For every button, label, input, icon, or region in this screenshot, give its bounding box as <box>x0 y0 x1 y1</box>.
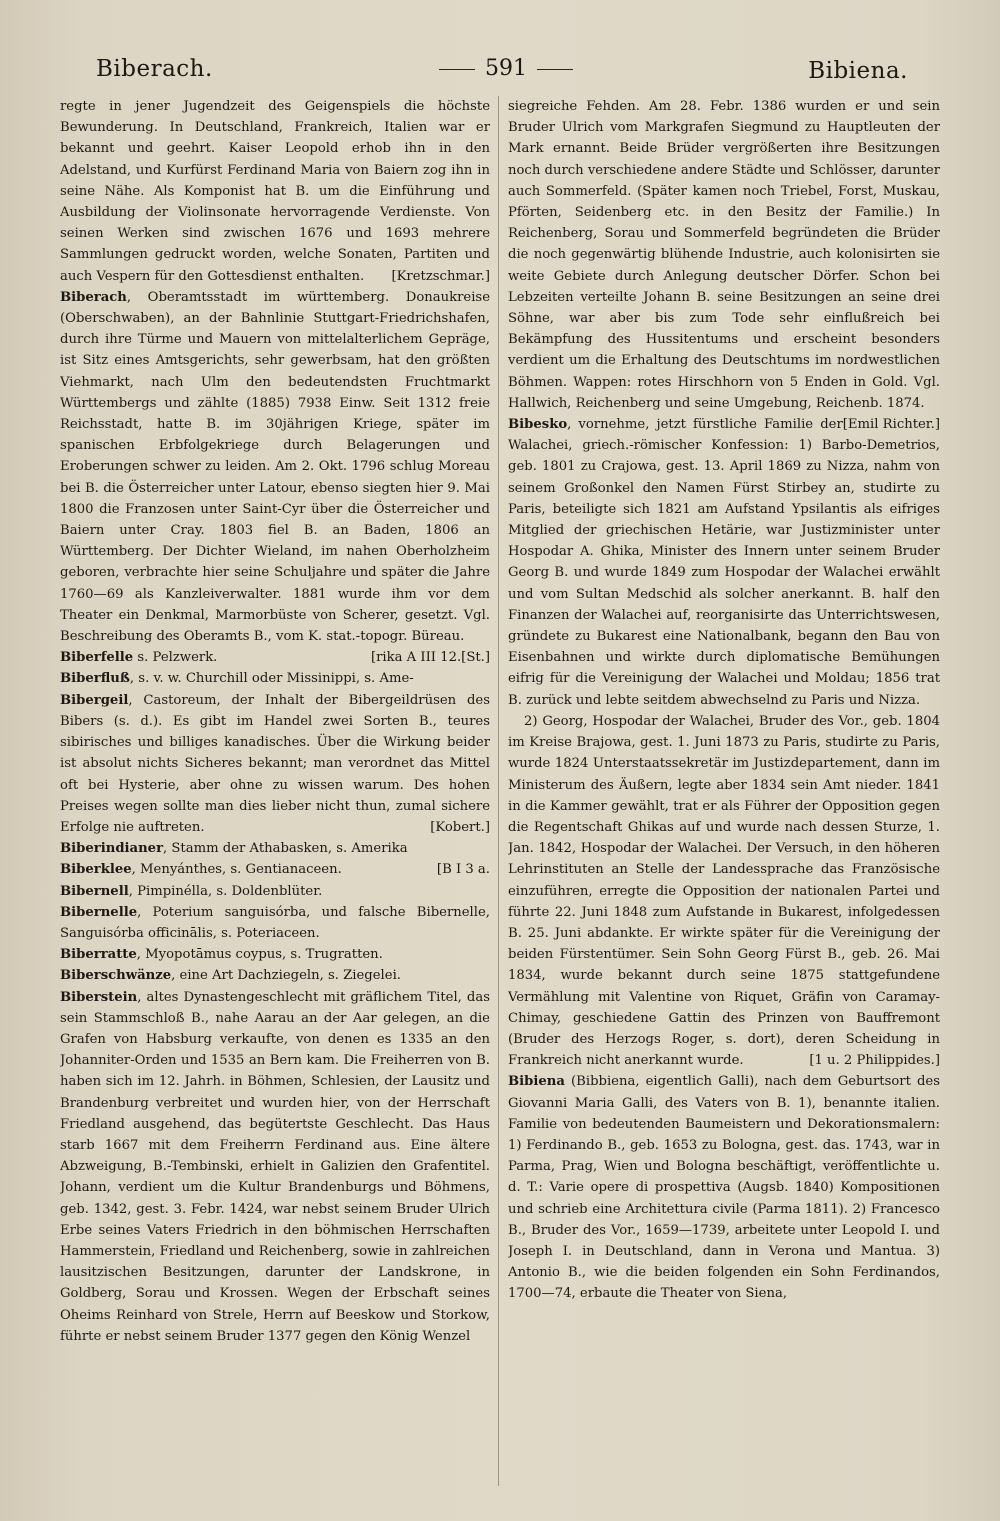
entry-text: 2) Georg, Hospodar der Walachei, Bruder des Vor., geb. 1804 im Kreise Brajowa, gest. 1. Juni 1873 zu Paris, studirte zu Paris, wurde 1824 Unterstaatssekretär im Justizdepartement, dann im Ministerum des Äußern, legte aber 1834 sein Amt nieder. 1841 in die Kammer gewählt, trat er als Führer der Opposition gegen die Regentschaft Ghikas auf und wurde nach dessen Sturze, 1. Jan. 1842, Hospodar der Walachei. Der Versuch, in den höheren Lehrinstituten an Stelle der Landessprache das Französische einzuführen, erregte die Opposition der nationalen Partei und führte 22. Juni 1848 zum Aufstande in Bukarest, infolgedessen B. 25. Juni abdankte. Er wirkte später für die Vereinigung der beiden Fürstentümer. Sein Sohn Georg Fürst B., geb. 26. Mai 1834, wurde bekannt durch seine 1875 stattgefundene Vermählung mit Valentine von Riquet, Gräfin von Caramay-Chimay, geschiedene Gattin des Prinzen von Bauffremont (Bruder des Herzogs Roger, s. dort), deren Scheidung in Frankreich nicht anerkannt wurde. <box>508 713 940 1069</box>
entry-text: , Pimpinélla, s. Doldenblüter. <box>128 883 323 899</box>
entry-biber-continuation <box>60 96 490 287</box>
entry-headword: Biberfelle <box>60 650 134 666</box>
entry-author: [Emil Richter.] <box>842 417 940 433</box>
entry-biberfelle <box>60 647 490 668</box>
entry-text: , altes Dynastengeschlecht mit gräflichem Titel, das sein Stammschloß B., nahe Aarau an der Aar gelegen, an die Grafen von Habsburg verkaufte, von denen es 1335 an den Johanniter-Orden und 1535 an Bern kam. Die Freiherren von B. haben sich im 12. Jahrh. in Böhmen, Schlesien, der Lausitz und Brandenburg verbreitet und wurden hier, von der Herrschaft Friedland ausgehend, das begütertste Geschlecht. Das Haus starb 1667 mit dem Freiherrn Ferdinand aus. Eine ältere Abzweigung, B.-Tembinski, erhielt in Galizien den Grafentitel. Johann, verdient um die Kultur Brandenburgs und Böhmens, geb. 1342, gest. 3. Febr. 1424, war nebst seinem Bruder Ulrich Erbe seines Vaters Friedrich in den böhmischen Herrschaften Hammerstein, Friedland und Reichenberg, sowie in zahlreichen lausitzischen Besitzungen, darunter der Landskrone, in Goldberg, Sorau und Krossen. Wegen der Erbschaft seines Oheims Reinhard von Strele, Herrn auf Beeskow und Storkow, führte er nebst seinem Bruder 1377 gegen den König Wenzel <box>60 989 490 1344</box>
left-column <box>60 96 490 1496</box>
entry-text: (Bibbiena, eigentlich Galli), nach dem Geburtsort des Giovanni Maria Galli, des Vaters von B. 1), benannte italien. Familie von bedeutenden Baumeistern und Dekorationsmalern: 1) Ferdinando B., geb. 1653 zu Bologna, gest. das. 1743, war in Parma, Prag, Wien und Bologna beschäftigt, veröffentlichte u. d. T.: Varie opere di prospettiva (Augsb. 1840) Kompositionen und schrieb eine Architettura civile (Parma 1811). 2) Francesco B., Bruder des Vor., 1659—1739, arbeitete unter Leopold I. und Joseph I. in Deutschland, dann in Verona und Mantua. 3) Antonio B., wie die beiden folgenden ein Sohn Ferdinandos, 1700—74, erbaute die Theater von Siena, <box>508 1074 940 1302</box>
entry-headword: Biberratte <box>60 947 137 963</box>
entry-headword: Biberindianer <box>60 841 164 857</box>
entry-biberfluss <box>60 668 490 689</box>
column-divider <box>498 96 499 1486</box>
entry-text: , s. v. w. Churchill oder Missinippi, s. Ame- <box>129 671 414 687</box>
entry-text: , vornehme, jetzt fürstliche Familie der Walachei, griech.-römischer Konfession: 1) Barbo-Demetrios, geb. 1801 zu Crajowa, gest. 13. April 1869 zu Nizza, nahm von seinem Großonkel den Namen Fürst Stirbey an, studirte zu Paris, beteiligte sich 1821 am Aufstand Ypsilantis als eifriges Mitglied der griechischen Hetärie, war Justizminister unter Hospodar A. Ghika, Minister des Innern unter seinem Bruder Georg B. und wurde 1849 zum Hospodar der Walachei erwählt und vom Sultan Medschid als solcher anerkannt. B. half den Finanzen der Walachei auf, reorganisirte das Unterrichtswesen, gründete zu Bukarest eine Nationalbank, begann den Bau von Eisenbahnen und wirkte durch diplomatische Bemühungen eifrig für die Vereinigung der Walachei und Moldau; 1856 trat B. zurück und lebte seitdem abwechselnd zu Paris und Nizza. <box>508 417 940 708</box>
entry-headword: Bibernelle <box>60 904 138 920</box>
entry-biberindianer <box>60 838 490 859</box>
entry-headword: Bibernell <box>60 883 129 899</box>
entry-text: siegreiche Fehden. Am 28. Febr. 1386 wurden er und sein Bruder Ulrich vom Markgrafen Siegmund zu Hauptleuten der Mark ernannt. Beide Brüder vergrößerten ihre Besitzungen noch durch verschiedene andere Städte und Schlösser, darunter auch Sommerfeld. (Später kamen noch Triebel, Forst, Muskau, Pförten, Seidenberg etc. in den Besitz der Familie.) In Reichenberg, Sorau und Sommerfeld begründeten die Brüder die noch gegenwärtig blühende Industrie, auch kolonisirten sie weite Gebiete durch Anlegung deutscher Dörfer. Schon bei Lebzeiten verteilte Johann B. seine Besitzungen an seine drei Söhne, war aber bis zum Tode sehr einflußreich bei Bekämpfung des Hussitentums und erscheint besonders verdient um die Erhaltung des Deutschtums im nordwestlichen Böhmen. Wappen: rotes Hirschhorn von 5 Enden in Gold. Vgl. Hallwich, Reichenberg und seine Umgebung, Reichenb. 1874. <box>508 99 940 411</box>
entry-headword: Bibesko <box>508 417 568 433</box>
entry-bibergeil <box>60 690 490 838</box>
entry-note: [rika A III 12. <box>370 650 462 666</box>
entry-biberklee <box>60 859 490 880</box>
entry-author: [St.] <box>461 650 490 666</box>
entry-text: , Castoreum, der Inhalt der Bibergeildrüsen des Bibers (s. d.). Es gibt im Handel zwei Sorten B., teures sibirisches und billiges kanadisches. Über die Wirkung beider ist absolut nichts Sicheres bekannt; man verordnet das Mittel oft bei Hysterie, aber ohne zu wissen warum. Des hohen Preises wegen sollte man dies lieber nicht thun, zumal sichere Erfolge nie auftreten. <box>60 692 490 835</box>
header-left-keyword: Biberach. <box>96 56 213 82</box>
entry-text: regte in jener Jugendzeit des Geigenspiels die höchste Bewunderung. In Deutschland, Frankreich, Italien war er bekannt und geehrt. Kaiser Leopold erhob ihn in den Adelstand, und Kurfürst Ferdinand Maria von Baiern zog ihn in seine Nähe. Als Komponist hat B. um die Einführung und Ausbildung der Violinsonate hervorragende Verdienste. Von seinen Werken sind zwischen 1676 und 1693 mehrere Sammlungen gedruckt worden, welche Sonaten, Partiten und auch Vespern für den Gottesdienst enthalten. <box>60 99 490 284</box>
entry-headword: Biberstein <box>60 989 138 1005</box>
entry-bibernelle <box>60 902 490 944</box>
entry-bibiena <box>508 1071 940 1304</box>
entry-text: , Poterium sanguisórba, und falsche Bibernelle, Sanguisórba officinālis, s. Poteriaceen. <box>60 904 490 941</box>
page-number-block <box>426 56 586 81</box>
entry-text: , Menyánthes, s. Gentianaceen. <box>131 862 342 878</box>
header-dash-left <box>439 69 475 70</box>
entry-text: , Myopotāmus coypus, s. Trugratten. <box>136 947 383 963</box>
entry-note: [B I 3 a. <box>436 862 490 878</box>
entry-biberratte <box>60 944 490 965</box>
entry-headword: Biberach <box>60 289 127 305</box>
right-column <box>508 96 940 1496</box>
entry-bibesko <box>508 414 940 711</box>
entry-bibernell <box>60 881 490 902</box>
entry-biberstein <box>60 987 490 1347</box>
entry-author: [1 u. 2 Philippides.] <box>809 1053 940 1069</box>
header-dash-right <box>537 69 573 70</box>
entry-text: , Oberamtsstadt im württemberg. Donaukreise (Oberschwaben), an der Bahnlinie Stuttgart-Friedrichshafen, durch ihre Türme und Mauern von mittelalterlichem Gepräge, ist Sitz eines Amtsgerichts, sehr gewerbsam, hat den größten Viehmarkt, nach Ulm den bedeutendsten Fruchtmarkt Württembergs und zählte (1885) 7938 Einw. Seit 1312 freie Reichsstadt, hatte B. im 30jährigen Kriege, später im spanischen Erbfolgekriege durch Belagerungen und Eroberungen schwer zu leiden. Am 2. Okt. 1796 schlug Moreau bei B. die Österreicher unter Latour, ebenso siegten hier 9. Mai 1800 die Franzosen unter Saint-Cyr über die Österreicher und Baiern unter Cray. 1803 fiel B. an Baden, 1806 an Württemberg. Der Dichter Wieland, im nahen Oberholzheim geboren, verbrachte hier seine Schuljahre und später die Jahre 1760—69 als Kanzleiverwalter. 1881 wurde ihm vor dem Theater ein Denkmal, Marmorbüste von Scherer, gesetzt. Vgl. Beschreibung des Oberamts B., vom K. stat.-topogr. Büreau. <box>60 289 490 645</box>
entry-headword: Biberfluß <box>60 671 130 687</box>
entry-headword: Bibergeil <box>60 692 129 708</box>
entry-text: s. Pelzwerk. <box>133 650 218 666</box>
entry-text: , eine Art Dachziegeln, s. Ziegelei. <box>171 968 401 984</box>
entry-headword: Bibiena <box>508 1074 565 1090</box>
entry-text: , Stamm der Athabasken, s. Amerika <box>163 841 408 857</box>
entry-bibesko-georg <box>508 711 940 1071</box>
entry-biberschwaenze <box>60 965 490 986</box>
running-header <box>96 50 908 94</box>
entry-author: [Kobert.] <box>430 819 490 835</box>
page-number: 591 <box>485 56 527 81</box>
entry-headword: Biberklee <box>60 862 132 878</box>
entry-headword: Biberschwänze <box>60 968 172 984</box>
header-right-keyword: Bibiena. <box>808 58 908 84</box>
entry-author: [Kretzschmar.] <box>391 268 490 284</box>
